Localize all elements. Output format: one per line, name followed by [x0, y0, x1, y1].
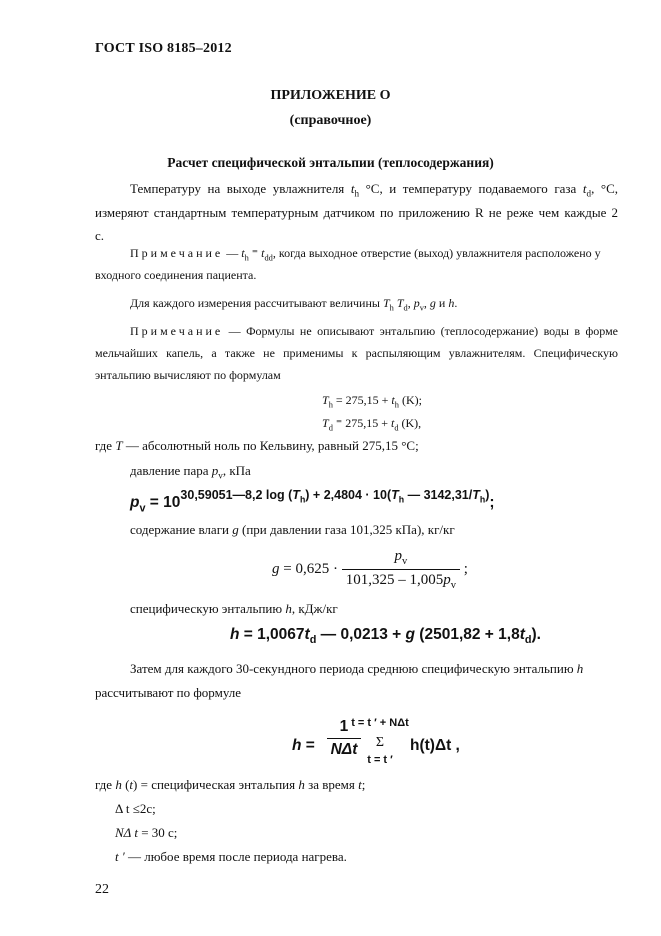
equation-Th: $T_h = 275,15 + t_h$ (K); [322, 393, 422, 410]
equation-moisture: g = 0,625 · $\frac{p_v}{101,325 - 1,005p_v}$ ; [272, 548, 468, 591]
where-T: где T — абсолютный ноль по Кельвину, равный 275,15 °С; [95, 438, 419, 453]
page-number: 22 [95, 882, 109, 897]
equation-Td: $T_d$ ⁼ $275,15 + t_d$ (K), [322, 416, 422, 433]
para1-line1: Температуру на выходе увлажнителя $t_h$ °С, и температуру подаваемого газа $t_d$, °С, [130, 181, 618, 199]
sum-upper-limit: t = t ′ + NΔt [351, 717, 409, 729]
sum-sign: Σ [375, 735, 385, 750]
note2-line3: энтальпию вычисляют по формулам [95, 368, 281, 382]
para1-line3: с. [95, 228, 105, 243]
where-h: где h (t) = специфическая энтальпия h за время t; [95, 777, 366, 792]
sum-lower-limit: t = t ′ [367, 754, 393, 766]
equation-average-lhs: h = [292, 737, 315, 754]
enthalpy-label: специфическую энтальпию h, кДж/кг [130, 601, 338, 616]
sum-term: h(t)Δt , [410, 737, 460, 754]
section-title: Расчет специфической энтальпии (теплосодержания) [167, 155, 494, 170]
condition-t-prime: t ′ — любое время после периода нагрева. [115, 849, 347, 864]
equation-vapour-pressure: $p_v = 10^{30,59051—8,2 log (T_h) + 2,4804 \cdot 10(T_h — 3142,31/T_h)}$; [130, 488, 495, 515]
note2-line1: Примечание — Формулы не описывают энтальпию (теплосодержание) воды в форме [130, 324, 618, 338]
equation-average-fraction: $\frac{1}{\text{NΔt}}$ [322, 718, 366, 759]
para3-line1: Затем для каждого 30-секундного периода среднюю специфическую энтальпию h [130, 661, 584, 676]
equation-enthalpy: $h = 1,0067t_d$ — 0,0213 + g $(2501,82 + 1,8t_d)$. [230, 626, 541, 647]
note1-line2: входного соединения пациента. [95, 268, 257, 282]
condition-dt: Δ t ≤2c; [115, 801, 156, 816]
para2: Для каждого измерения рассчитывают величины $T_h$ $T_d$, $p_v$, g и h. [130, 296, 458, 313]
para1-line2: измеряют стандартным температурным датчиком по приложению R не реже чем каждые 2 [95, 205, 618, 220]
para3-line2: рассчитывают по формуле [95, 685, 242, 700]
appendix-subtitle: (справочное) [289, 113, 372, 128]
note1-line1: Примечание — $t_h$ ⁼ $t_{dd}$, когда выходное отверстие (выход) увлажнителя расположено у [130, 246, 601, 263]
moisture-label: содержание влаги g (при давлении газа 101,325 кПа), кг/кг [130, 522, 455, 537]
pressure-label: давление пара $p_v$, кПа [130, 463, 251, 481]
note2-line2: мельчайших капель, а также не применимы к распыляющим увлажнителям. Специфическую [95, 346, 618, 360]
document-header: ГОСТ ISO 8185–2012 [95, 41, 232, 56]
condition-Ndt: NΔ t = 30 с; [115, 825, 178, 840]
appendix-title: ПРИЛОЖЕНИЕ О [270, 88, 391, 103]
